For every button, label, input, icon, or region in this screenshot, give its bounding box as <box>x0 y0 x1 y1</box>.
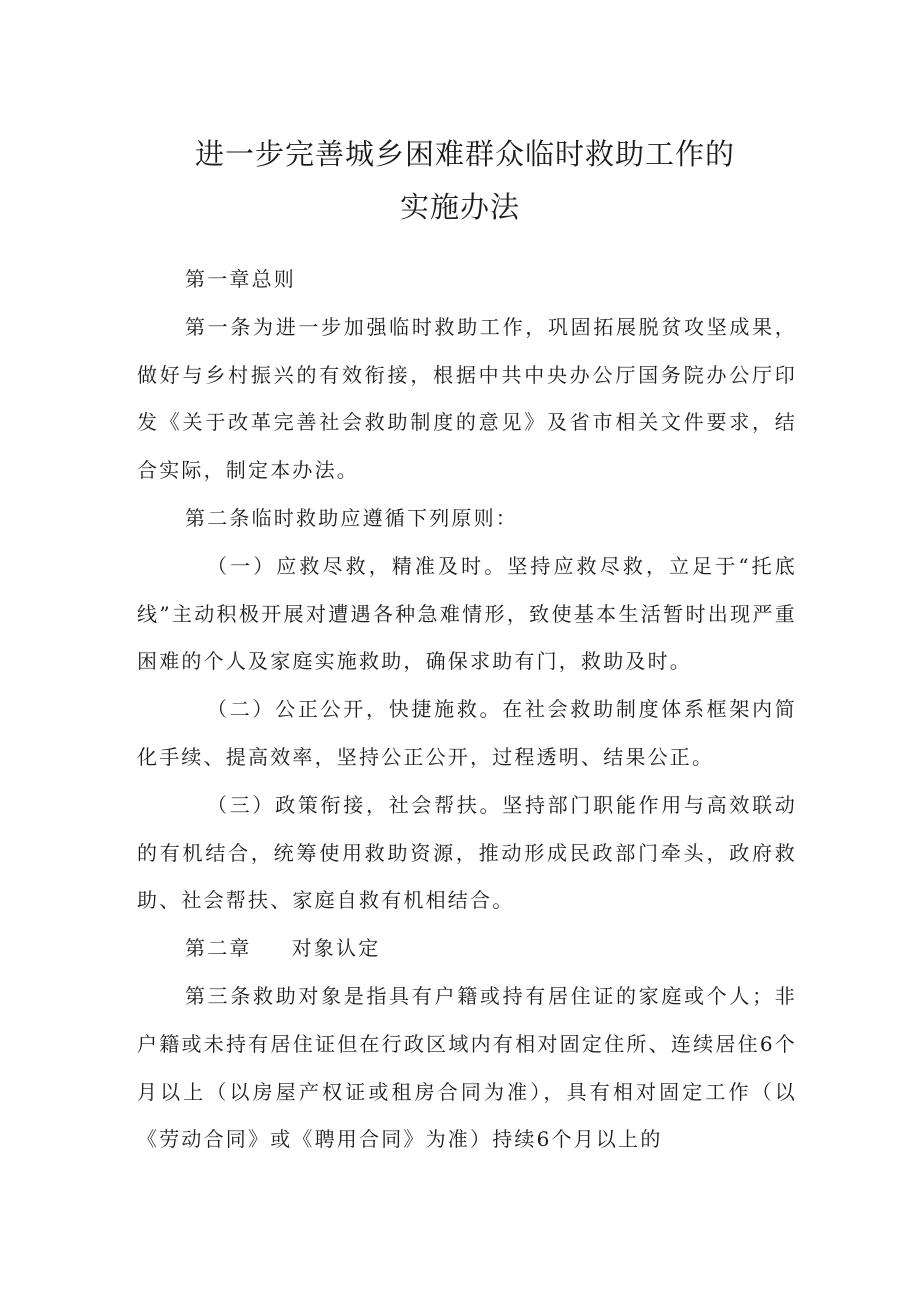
chapter-2-number: 第二章 <box>185 936 252 961</box>
article-2: 第二条临时救助应遵循下列原则： <box>185 505 518 530</box>
chapter-1-heading: 第一章总则 <box>185 267 296 291</box>
principle-3: （三）政策衔接，社会帮扶。坚持部门职能作用与高效联动的有机结合，统筹使用救助资源，推动形成民政部门牵头，政府救助、社会帮扶、家庭自救有机相结合。 <box>137 792 797 913</box>
document-title-line-2: 实施办法 <box>399 190 520 224</box>
document-title-line-1: 进一步完善城乡困难群众临时救助工作的 <box>194 137 735 171</box>
principle-2: （二）公正公开，快捷施救。在社会救助制度体系框架内简化手续、提高效率，坚持公正公开，过程透明、结果公正。 <box>137 697 797 769</box>
document-body <box>137 256 797 1164</box>
article-1: 第一条为进一步加强临时救助工作，巩固拓展脱贫攻坚成果，做好与乡村振兴的有效衔接，根据中共中央办公厅国务院办公厅印发《关于改革完善社会救助制度的意见》及省市相关文件要求，结合实际，制定本办法。 <box>137 314 797 483</box>
chapter-2-heading <box>137 925 797 973</box>
principle-1: （一）应救尽救，精准及时。坚持应救尽救，立足于“托底线”主动积极开展对遭遇各种急难情形，致使基本生活暂时出现严重困难的个人及家庭实施救助，确保求助有门，救助及时。 <box>137 553 797 674</box>
chapter-2-name: 对象认定 <box>291 936 381 961</box>
article-3: 第三条救助对象是指具有户籍或持有居住证的家庭或个人；非户籍或未持有居住证但在行政区域内有相对固定住所、连续居住6个月以上（以房屋产权证或租房合同为准），具有相对固定工作（以《劳动合同》或《聘用合同》为准）持续6个月以上的 <box>137 983 797 1152</box>
